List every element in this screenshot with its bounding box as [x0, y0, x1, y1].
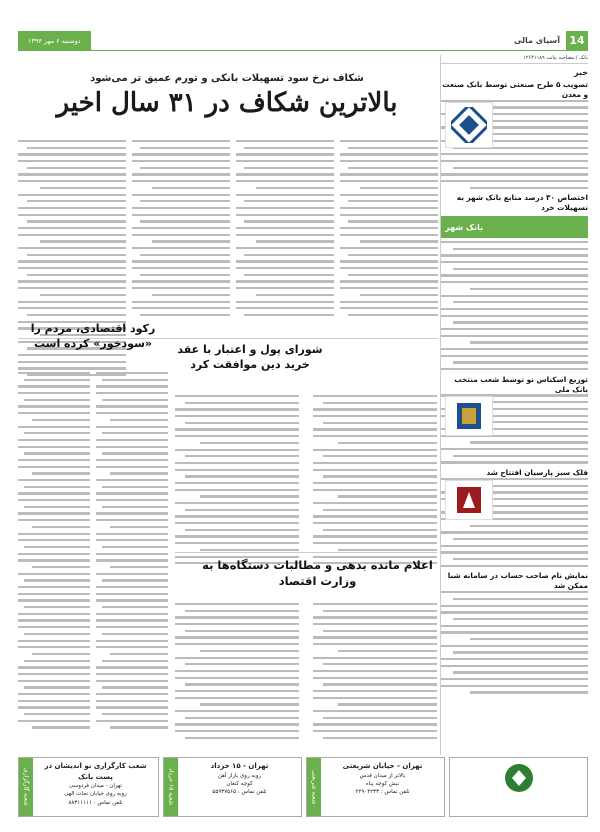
article-column — [132, 140, 230, 321]
bulletin-line: بانک / مصاحبه بیانت ۱۲۶۴۱۱۸۹ — [441, 55, 588, 64]
subhead-elam: اعلام مانده بدهی و مطالبات دستگاه‌ها به وزارت اقتصاد — [202, 558, 433, 588]
bank-melli-emblem-icon — [454, 400, 484, 432]
story-body — [441, 591, 588, 694]
article-column — [236, 140, 334, 321]
story-title: تصویب ۵ طرح صنعتی توسط بانک صنعت و معدن — [442, 80, 588, 99]
story-title: توزیع اسکناس نو توسط شعب منتخب بانک ملی — [454, 374, 588, 394]
section-label: خبر — [573, 68, 588, 77]
story-body — [441, 394, 588, 463]
right-news-column — [441, 55, 588, 755]
story-title: اختصاص ۳۰ درصد منابع بانک شهر به تسهیلات خرد — [456, 193, 588, 213]
bank-shahr-banner — [441, 216, 588, 238]
page-number: 14 — [566, 31, 588, 51]
story-title: نمایش نام صاحب حساب در سامانه شبا ممکن شد — [447, 571, 588, 591]
story-body — [441, 478, 588, 567]
bottom-ads — [18, 757, 588, 817]
subhead-shoura: شورای پول و اعتبار با عقد خرید دین موافقت کرد — [177, 343, 323, 371]
story-title: فلک سبز پارسیان افتتاح شد — [486, 468, 588, 477]
headline-kicker: شکاف نرخ سود تسهیلات بانکی و تورم عمیق تر می‌شود — [90, 73, 364, 84]
ad-box: شعب کارگزاری نو اندیشان در پست بانک تهران - میدان فردوسی روبه روی خیابان نجات الهی تلفن تماس : ۸۸۳۱۱۱۱۱ شعبه گارگزاری — [18, 757, 159, 817]
page-header — [18, 31, 588, 51]
postbank-logo-icon — [502, 761, 536, 795]
ad-box: تهران - ۱۵ خرداد روبه روی بازار آهن کوچه کنعان تلفن تماس : ۵۵۹۳۷۵۶۵ شعبه ۱۵ خرداد — [163, 757, 302, 817]
issue-date: دوشنبه ۶ مهر ۱۳۹۴ — [18, 31, 91, 51]
ad-box — [449, 757, 588, 817]
headline-block — [18, 55, 436, 118]
story-body — [441, 241, 588, 370]
paper-name: آسیای مالی — [513, 36, 560, 45]
bank-logo — [445, 102, 493, 148]
bank-melli-logo — [445, 396, 493, 436]
parsian-emblem-icon — [454, 484, 484, 516]
ad-box: تهران - خیابان شریعتی بالاتر از میدان قدس نبش کوچه پناه تلفن تماس : ۲۲۹۰۴۲۳۳ شعبه شریعتی — [306, 757, 445, 817]
story-body — [441, 100, 588, 189]
bank-emblem-icon — [451, 107, 487, 143]
bank-shahr-logo-text: بانک شهر — [445, 222, 484, 232]
parsian-logo — [445, 480, 493, 520]
article-column — [340, 140, 438, 321]
subhead-rokod: رکود اقتصادی، مردم را «سودخور» کرده است — [30, 322, 156, 350]
headline-main: بالاترین شکاف در ۳۱ سال اخیر — [56, 88, 398, 118]
